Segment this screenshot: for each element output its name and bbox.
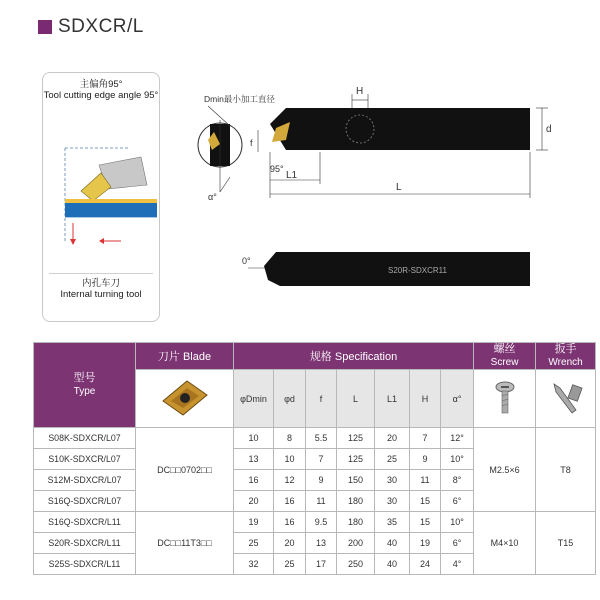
l1-label: L1 xyxy=(286,170,298,181)
cell: 15 xyxy=(410,491,441,512)
cell: 10 xyxy=(274,449,306,470)
f-label: f xyxy=(250,138,253,148)
card-divider xyxy=(49,273,153,274)
header xyxy=(38,16,144,38)
cell: 16 xyxy=(274,512,306,533)
cell: 20 xyxy=(234,491,274,512)
cell: 8 xyxy=(274,428,306,449)
screw-image-cell xyxy=(474,370,536,428)
cell: 180 xyxy=(337,512,375,533)
cell: 20 xyxy=(375,428,410,449)
cell: 125 xyxy=(337,428,375,449)
tool-drawing xyxy=(190,80,580,300)
blade-image-cell xyxy=(136,370,234,428)
caption-cn: 主偏角95° xyxy=(79,79,123,90)
wrench-group-2: T15 xyxy=(536,512,596,575)
shank-marking: S20R-SDXCR11 xyxy=(388,266,447,275)
col-f: f xyxy=(306,370,337,428)
cell: 13 xyxy=(234,449,274,470)
page-title: SDXCR/L xyxy=(58,16,144,37)
row-model: S16Q-SDXCR/L07 xyxy=(34,491,136,512)
cell: 32 xyxy=(234,554,274,575)
wrench-header: 扳手 Wrench xyxy=(536,343,596,370)
cell: 200 xyxy=(337,533,375,554)
cell: 17 xyxy=(306,554,337,575)
caption-en: Tool cutting edge angle 95° xyxy=(43,90,159,101)
cell: 25 xyxy=(375,449,410,470)
screw-icon xyxy=(490,378,520,418)
cell: 19 xyxy=(410,533,441,554)
blade-header: 刀片 Blade xyxy=(136,343,234,370)
cell: 13 xyxy=(306,533,337,554)
cell: 10° xyxy=(441,512,474,533)
row-model: S12M-SDXCR/L07 xyxy=(34,470,136,491)
cell: 30 xyxy=(375,491,410,512)
cell: 19 xyxy=(234,512,274,533)
cell: 9.5 xyxy=(306,512,337,533)
cell: 40 xyxy=(375,533,410,554)
cell: 11 xyxy=(306,491,337,512)
col-l1: L1 xyxy=(375,370,410,428)
cell: 6° xyxy=(441,533,474,554)
dmin-label: Dmin最小加工直径 xyxy=(204,94,275,104)
bottom-en: Internal turning tool xyxy=(60,289,142,300)
cell: 16 xyxy=(234,470,274,491)
tool-angle-card xyxy=(42,72,160,322)
blade-group-2: DC□□11T3□□ xyxy=(136,512,234,575)
header-accent-mark xyxy=(38,20,52,34)
spec-header: 规格 Specification xyxy=(234,343,474,370)
boring-diagram xyxy=(43,73,161,273)
row-model: S16Q-SDXCR/L11 xyxy=(34,512,136,533)
cell: 11 xyxy=(410,470,441,491)
cell: 9 xyxy=(410,449,441,470)
cell: 12° xyxy=(441,428,474,449)
angle-95-label: 95° xyxy=(270,164,284,174)
col-h: H xyxy=(410,370,441,428)
cell: 24 xyxy=(410,554,441,575)
row-model: S10K-SDXCR/L07 xyxy=(34,449,136,470)
screw-group-1: M2.5×6 xyxy=(474,428,536,512)
cell: 16 xyxy=(274,491,306,512)
cell: 20 xyxy=(274,533,306,554)
col-d: φd xyxy=(274,370,306,428)
cell: 30 xyxy=(375,470,410,491)
zero-angle-label: 0° xyxy=(242,256,251,266)
cell: 25 xyxy=(274,554,306,575)
cell: 6° xyxy=(441,491,474,512)
row-model: S08K-SDXCR/L07 xyxy=(34,428,136,449)
cell: 250 xyxy=(337,554,375,575)
card-bottom-caption xyxy=(43,278,159,300)
wrench-group-1: T8 xyxy=(536,428,596,512)
cell: 180 xyxy=(337,491,375,512)
wrench-icon xyxy=(546,378,586,418)
cell: 25 xyxy=(234,533,274,554)
col-l: L xyxy=(337,370,375,428)
type-header: 型号 Type xyxy=(34,343,136,428)
cell: 40 xyxy=(375,554,410,575)
l-label: L xyxy=(396,182,402,193)
row-model: S20R-SDXCR/L11 xyxy=(34,533,136,554)
cell: 10 xyxy=(234,428,274,449)
insert-icon xyxy=(157,377,213,419)
screw-group-2: M4×10 xyxy=(474,512,536,575)
cell: 35 xyxy=(375,512,410,533)
wrench-image-cell xyxy=(536,370,596,428)
cell: 4° xyxy=(441,554,474,575)
row-model: S25S-SDXCR/L11 xyxy=(34,554,136,575)
cell: 150 xyxy=(337,470,375,491)
cell: 125 xyxy=(337,449,375,470)
cell: 7 xyxy=(306,449,337,470)
d-label: d xyxy=(546,124,552,135)
h-label: H xyxy=(356,86,364,97)
blade-group-1: DC□□0702□□ xyxy=(136,428,234,512)
screw-header: 螺丝 Screw xyxy=(474,343,536,370)
alpha-label: α° xyxy=(208,192,217,202)
cell: 15 xyxy=(410,512,441,533)
cell: 9 xyxy=(306,470,337,491)
cell: 12 xyxy=(274,470,306,491)
cell: 5.5 xyxy=(306,428,337,449)
cell: 7 xyxy=(410,428,441,449)
col-dmin: φDmin xyxy=(234,370,274,428)
bottom-cn: 内孔车刀 xyxy=(81,278,120,289)
cell: 10° xyxy=(441,449,474,470)
spec-table xyxy=(33,342,596,575)
col-alpha: α° xyxy=(441,370,474,428)
cell: 8° xyxy=(441,470,474,491)
